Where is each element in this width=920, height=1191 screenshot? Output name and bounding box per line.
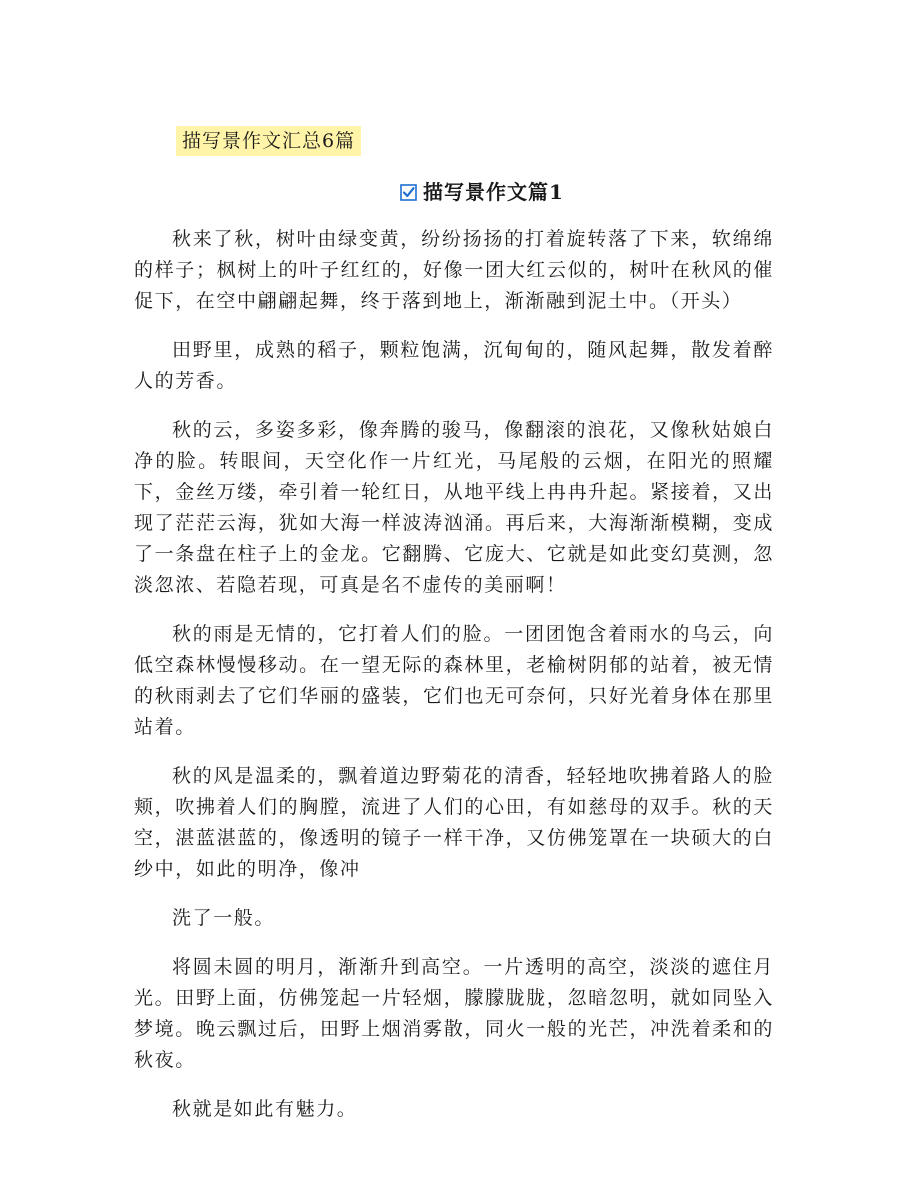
paragraph: 洗了一般。 bbox=[172, 907, 276, 929]
checked-box-icon bbox=[400, 184, 417, 201]
document-heading: 描写景作文汇总6篇 bbox=[176, 126, 361, 156]
article-title bbox=[400, 177, 564, 207]
article-body bbox=[134, 224, 774, 1143]
paragraph: 将圆未圆的明月，渐渐升到高空。一片透明的高空，淡淡的遮住月光。田野上面，仿佛笼起一片轻烟，朦朦胧胧，忽暗忽明，就如同坠入梦境。晚云飘过后，田野上烟消雾散，同火一般的光芒，冲洗着柔和的秋夜。 bbox=[134, 956, 774, 1071]
paragraph: 秋来了秋，树叶由绿变黄，纷纷扬扬的打着旋转落了下来，软绵绵的样子；枫树上的叶子红红的，好像一团大红云似的，树叶在秋风的催促下，在空中翩翩起舞，终于落到地上，渐渐融到泥土中。（开头） bbox=[134, 228, 774, 312]
paragraph: 秋就是如此有魅力。 bbox=[172, 1098, 358, 1120]
paragraph: 田野里，成熟的稻子，颗粒饱满，沉甸甸的，随风起舞，散发着醉人的芳香。 bbox=[134, 339, 774, 392]
paragraph: 秋的风是温柔的，飘着道边野菊花的清香，轻轻地吹拂着路人的脸颊，吹拂着人们的胸膛，流进了人们的心田，有如慈母的双手。秋的天空，湛蓝湛蓝的，像透明的镜子一样干净，又仿佛笼罩在一块硕大的白纱中，如此的明净，像冲 bbox=[134, 765, 774, 880]
article-title-text: 描写景作文篇1 bbox=[423, 180, 564, 204]
paragraph: 秋的雨是无情的，它打着人们的脸。一团团饱含着雨水的乌云，向低空森林慢慢移动。在一望无际的森林里，老榆树阴郁的站着，被无情的秋雨剥去了它们华丽的盛装，它们也无可奈何，只好光着身体在那里站着。 bbox=[134, 623, 774, 738]
paragraph: 秋的云，多姿多彩，像奔腾的骏马，像翻滚的浪花，又像秋姑娘白净的脸。转眼间，天空化作一片红光，马尾般的云烟，在阳光的照耀下，金丝万缕，牵引着一轮红日，从地平线上冉冉升起。紧接着，又出现了茫茫云海，犹如大海一样波涛汹涌。再后来，大海渐渐模糊，变成了一条盘在柱子上的金龙。它翻腾、它庞大、它就是如此变幻莫测，忽淡忽浓、若隐若现，可真是名不虚传的美丽啊！ bbox=[134, 419, 774, 596]
